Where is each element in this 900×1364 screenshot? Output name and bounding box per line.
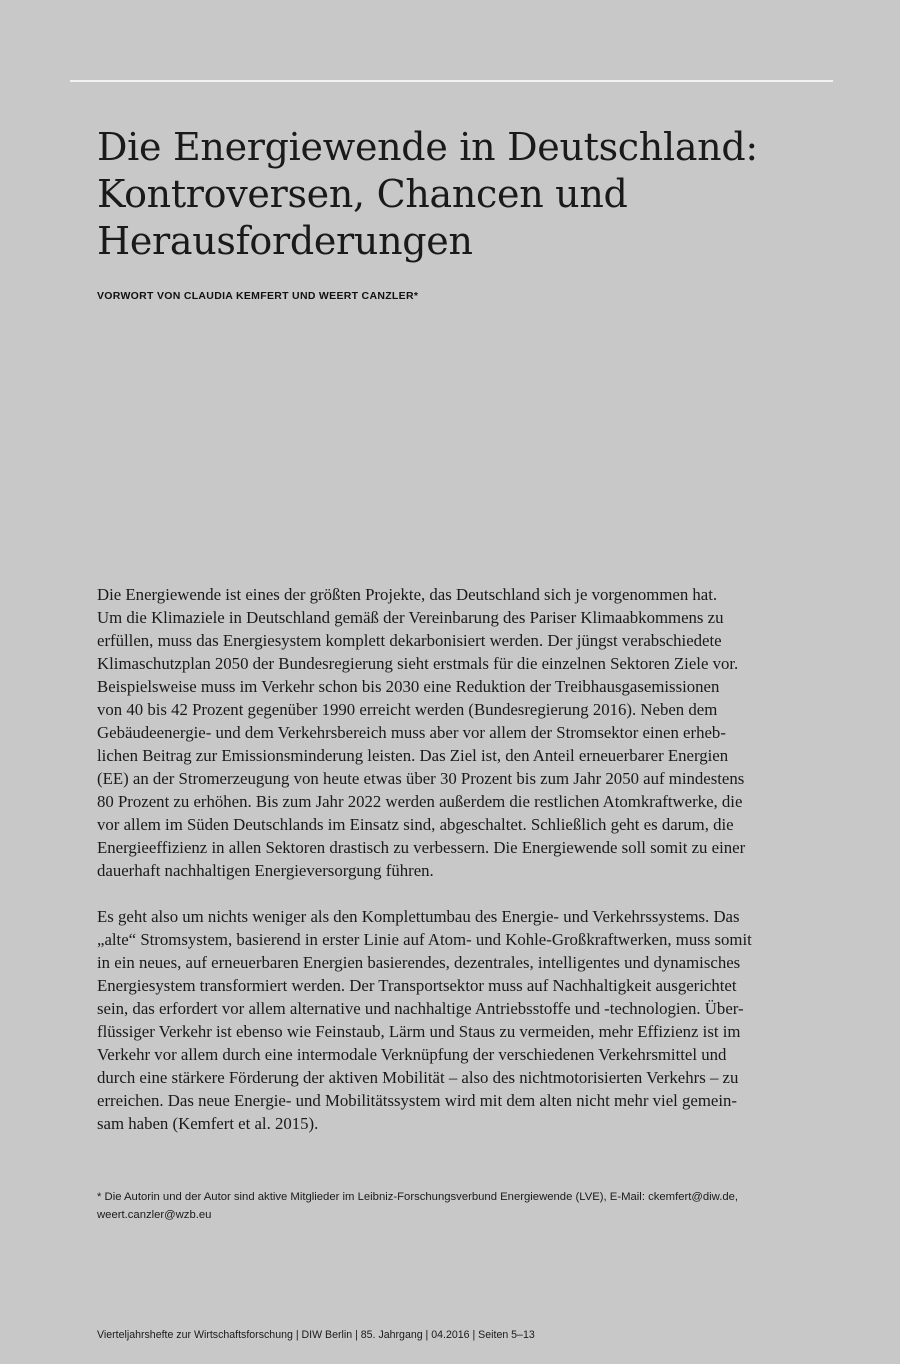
text-line: Es geht also um nichts weniger als den Komplettumbau des Energie- und Verkehrssystems. Das (97, 907, 740, 926)
text-line: vor allem im Süden Deutschlands im Einsatz sind, abgeschaltet. Schließlich geht es darum, die (97, 815, 734, 834)
paragraph-1 (97, 583, 812, 882)
author-footnote (97, 1188, 797, 1224)
text-line: lichen Beitrag zur Emissionsminderung leisten. Das Ziel ist, den Anteil erneuerbarer Energien (97, 746, 729, 765)
text-line: 80 Prozent zu erhöhen. Bis zum Jahr 2022 werden außerdem die restlichen Atomkraftwerke, die (97, 792, 743, 811)
text-line: (EE) an der Stromerzeugung von heute etwas über 30 Prozent bis zum Jahr 2050 auf mindestens (97, 769, 745, 788)
text-line: Gebäudeenergie- und dem Verkehrsbereich muss aber vor allem der Stromsektor einen erheb- (97, 723, 726, 742)
text-line: Energieeffizienz in allen Sektoren drastisch zu verbessern. Die Energiewende soll somit zu einer (97, 838, 746, 857)
article-title (97, 124, 837, 265)
article-body (97, 583, 812, 1135)
text-line: Beispielsweise muss im Verkehr schon bis 2030 eine Reduktion der Treibhausgasemissionen (97, 677, 720, 696)
text-line: von 40 bis 42 Prozent gegenüber 1990 erreicht werden (Bundesregierung 2016). Neben dem (97, 700, 718, 719)
text-line: erfüllen, muss das Energiesystem komplett dekarbonisiert werden. Der jüngst verabschiedete (97, 631, 722, 650)
author-byline: VORWORT VON CLAUDIA KEMFERT UND WEERT CANZLER* (97, 290, 419, 302)
footnote-line: weert.canzler@wzb.eu (97, 1209, 212, 1221)
header-rule (70, 80, 833, 82)
text-line: sein, das erfordert vor allem alternative und nachhaltige Antriebsstoffe und -technologien. Über- (97, 999, 744, 1018)
text-line: flüssiger Verkehr ist ebenso wie Feinstaub, Lärm und Staus zu vermeiden, mehr Effizienz ist im (97, 1022, 741, 1041)
text-line: erreichen. Das neue Energie- und Mobilitätssystem wird mit dem alten nicht mehr viel gemein- (97, 1091, 737, 1110)
text-line: sam haben (Kemfert et al. 2015). (97, 1114, 319, 1133)
text-line: Die Energiewende ist eines der größten Projekte, das Deutschland sich je vorgenommen hat. (97, 585, 718, 604)
text-line: Verkehr vor allem durch eine intermodale Verknüpfung der verschiedenen Verkehrsmittel und (97, 1045, 727, 1064)
text-line: Um die Klimaziele in Deutschland gemäß der Vereinbarung des Pariser Klimaabkommens zu (97, 608, 724, 627)
text-line: durch eine stärkere Förderung der aktiven Mobilität – also des nichtmotorisierten Verkehrs – zu (97, 1068, 739, 1087)
title-line: Herausforderungen (97, 219, 473, 263)
journal-footer: Vierteljahrshefte zur Wirtschaftsforschung | DIW Berlin | 85. Jahrgang | 04.2016 | Seiten 5–13 (97, 1329, 535, 1341)
text-line: Energiesystem transformiert werden. Der Transportsektor muss auf Nachhaltigkeit ausgerichtet (97, 976, 737, 995)
text-line: „alte“ Stromsystem, basierend in erster Linie auf Atom- und Kohle-Großkraftwerken, muss somit (97, 930, 752, 949)
footnote-line: * Die Autorin und der Autor sind aktive Mitglieder im Leibniz-Forschungsverbund Energiewende (LVE), E-Mail: ckemfert@diw.de, (97, 1191, 739, 1203)
text-line: dauerhaft nachhaltigen Energieversorgung führen. (97, 861, 434, 880)
title-line: Kontroversen, Chancen und (97, 172, 628, 216)
text-line: in ein neues, auf erneuerbaren Energien basierendes, dezentrales, intelligentes und dynamisches (97, 953, 741, 972)
title-line: Die Energiewende in Deutschland: (97, 125, 758, 169)
text-line: Klimaschutzplan 2050 der Bundesregierung sieht erstmals für die einzelnen Sektoren Ziele vor. (97, 654, 739, 673)
paragraph-2 (97, 905, 812, 1135)
